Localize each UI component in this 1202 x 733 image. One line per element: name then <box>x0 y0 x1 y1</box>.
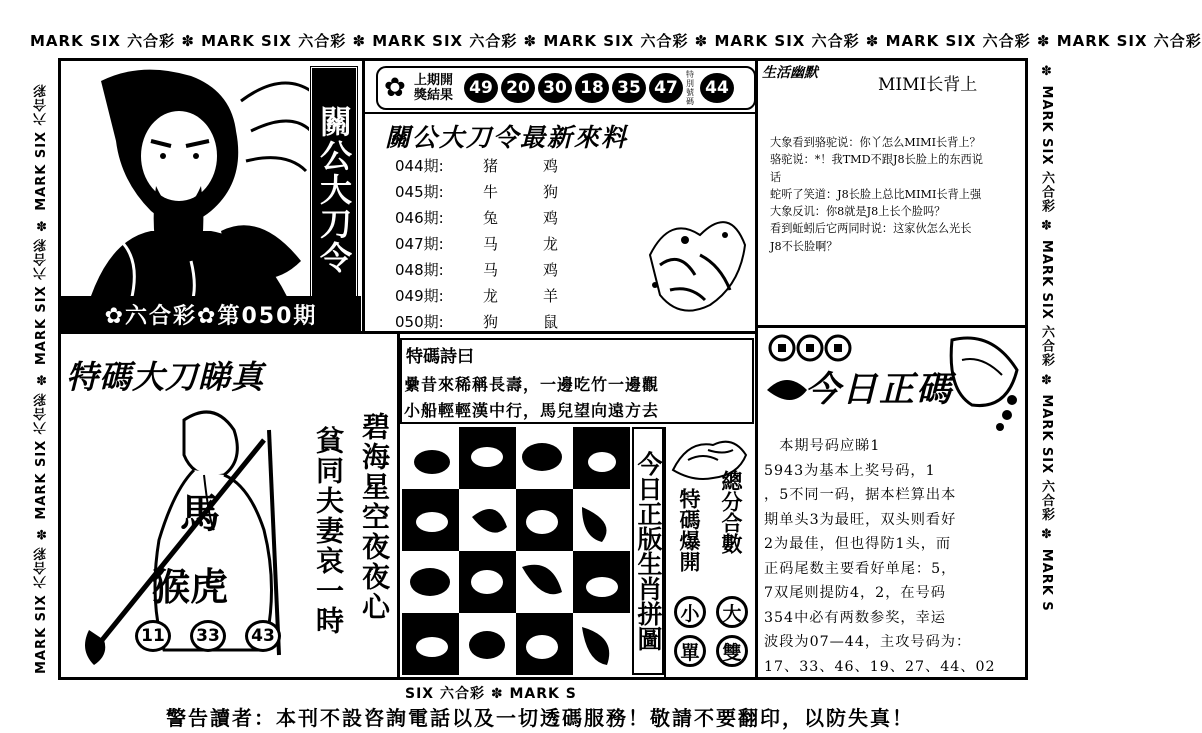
humor-title: MIMI长背上 <box>878 75 978 95</box>
today-code-title: 今日正碼 <box>805 370 954 410</box>
jigsaw-illustration <box>402 427 630 675</box>
history-row: 050期: 狗 鼠 <box>395 312 559 331</box>
divider <box>758 325 1028 328</box>
guan-yu-portrait <box>61 61 361 331</box>
history-row: 044期: 猪 鸡 <box>395 156 559 175</box>
last-draw-label: 上期開 獎結果 <box>414 73 454 103</box>
tema-animal-monkey-tiger: 猴虎 <box>152 564 229 609</box>
reader-warning: 警告讀者：本刊不設咨詢電話以及一切透碼服務！敬請不要翻印，以防失真！ <box>166 706 914 730</box>
big-badge: 大 <box>716 596 748 628</box>
divider <box>365 112 755 114</box>
poem-heading: 特碼詩曰 <box>406 347 474 367</box>
tema-animal-horse: 馬 <box>180 490 220 537</box>
bigsmall-label-1: 特碼爆開 <box>677 488 702 572</box>
right-banner: ✽ MARK SIX 六合彩 ✽ MARK SIX 六合彩 ✽ MARK SIX 六合彩 ✽ MARK S <box>1039 64 1054 612</box>
today-code-text: 本期号码应睇1 5943为基本上奖号码，1 ，5不同一码，据本栏算出本 期单头3为最旺，双头则看好 2为最佳，但也得防1头，而 正码尾数主要看好单尾：5， 7双尾则提防4，2，在号码 354中必有两数参奖，幸运 波段为07—44，主攻号码为： 17、33、46、19、27、44、02 <box>764 438 996 675</box>
tema-number: 33 <box>190 620 226 652</box>
flower-icon: ✿ <box>384 73 406 103</box>
bottom-banner: SIX 六合彩 ✽ MARK S <box>405 686 577 702</box>
history-row: 048期: 马 鸡 <box>395 260 559 279</box>
history-row: 049期: 龙 羊 <box>395 286 559 305</box>
ink-splash-illustration <box>640 195 752 325</box>
humor-text: 大象看到骆驼说：你丫怎么MIMI长背上？ 骆驼说：*！我TMD不跟J8长脸上的东西说 话 蛇听了笑道：J8长脸上总比MIMI长背上强 大象反讥：你8就是J8上长个脸吗？ 看到蚯蚓后它两同时说：这家伙怎么光长 J8不长脸啊？ <box>770 136 983 253</box>
history-row: 046期: 兔 鸡 <box>395 208 559 227</box>
small-badge: 小 <box>674 596 706 628</box>
single-badge: 單 <box>674 635 706 667</box>
double-badge: 雙 <box>716 635 748 667</box>
history-title: 關公大刀令最新來料 <box>385 123 629 152</box>
divider <box>362 58 365 333</box>
history-row: 047期: 马 龙 <box>395 234 559 253</box>
result-ball: 18 <box>575 73 609 103</box>
result-ball: 20 <box>501 73 535 103</box>
result-ball: 35 <box>612 73 646 103</box>
divider <box>755 58 758 680</box>
tema-verse-1: 碧海星空夜夜心 <box>358 412 391 622</box>
tema-number: 43 <box>245 620 281 652</box>
special-ball: 44 <box>700 73 734 103</box>
left-banner: MARK SIX 六合彩 ✽ MARK SIX 六合彩 ✽ MARK SIX 六合彩 ✽ MARK SIX 六合彩 <box>34 83 49 674</box>
history-row: 045期: 牛 狗 <box>395 182 559 201</box>
bigsmall-label-2: 總分合數 <box>719 470 744 554</box>
masthead-title: 關公大刀令 <box>309 65 359 315</box>
special-label: 特別號碼 <box>686 70 694 106</box>
tema-number: 11 <box>135 620 171 652</box>
result-ball: 47 <box>649 73 683 103</box>
tema-verse-2: 貧同夫妻哀一時 <box>312 426 345 636</box>
jigsaw-title: 今日正版生肖拼圖 <box>632 427 664 675</box>
result-ball: 49 <box>464 73 498 103</box>
poem-line: 小船輕輕漢中行，馬兒望向遠方去 <box>404 401 660 420</box>
last-draw-results <box>376 66 756 110</box>
result-ball: 30 <box>538 73 572 103</box>
top-banner: MARK SIX 六合彩 ✽ MARK SIX 六合彩 ✽ MARK SIX 六合彩 ✽ MARK SIX 六合彩 ✽ MARK SIX 六合彩 ✽ MARK SIX 六合彩 ✽ MARK SIX 六合彩 <box>30 32 1202 50</box>
issue-number: ✿六合彩✿第050期 <box>61 296 361 332</box>
zodiac-jigsaw <box>402 427 630 675</box>
history-list <box>395 152 625 334</box>
poem-line: 纍昔來稀稱長壽，一邊吃竹一邊觀 <box>404 375 660 394</box>
tema-title: 特碼大刀睇真 <box>66 358 265 396</box>
humor-header: 生活幽默 <box>762 65 818 81</box>
